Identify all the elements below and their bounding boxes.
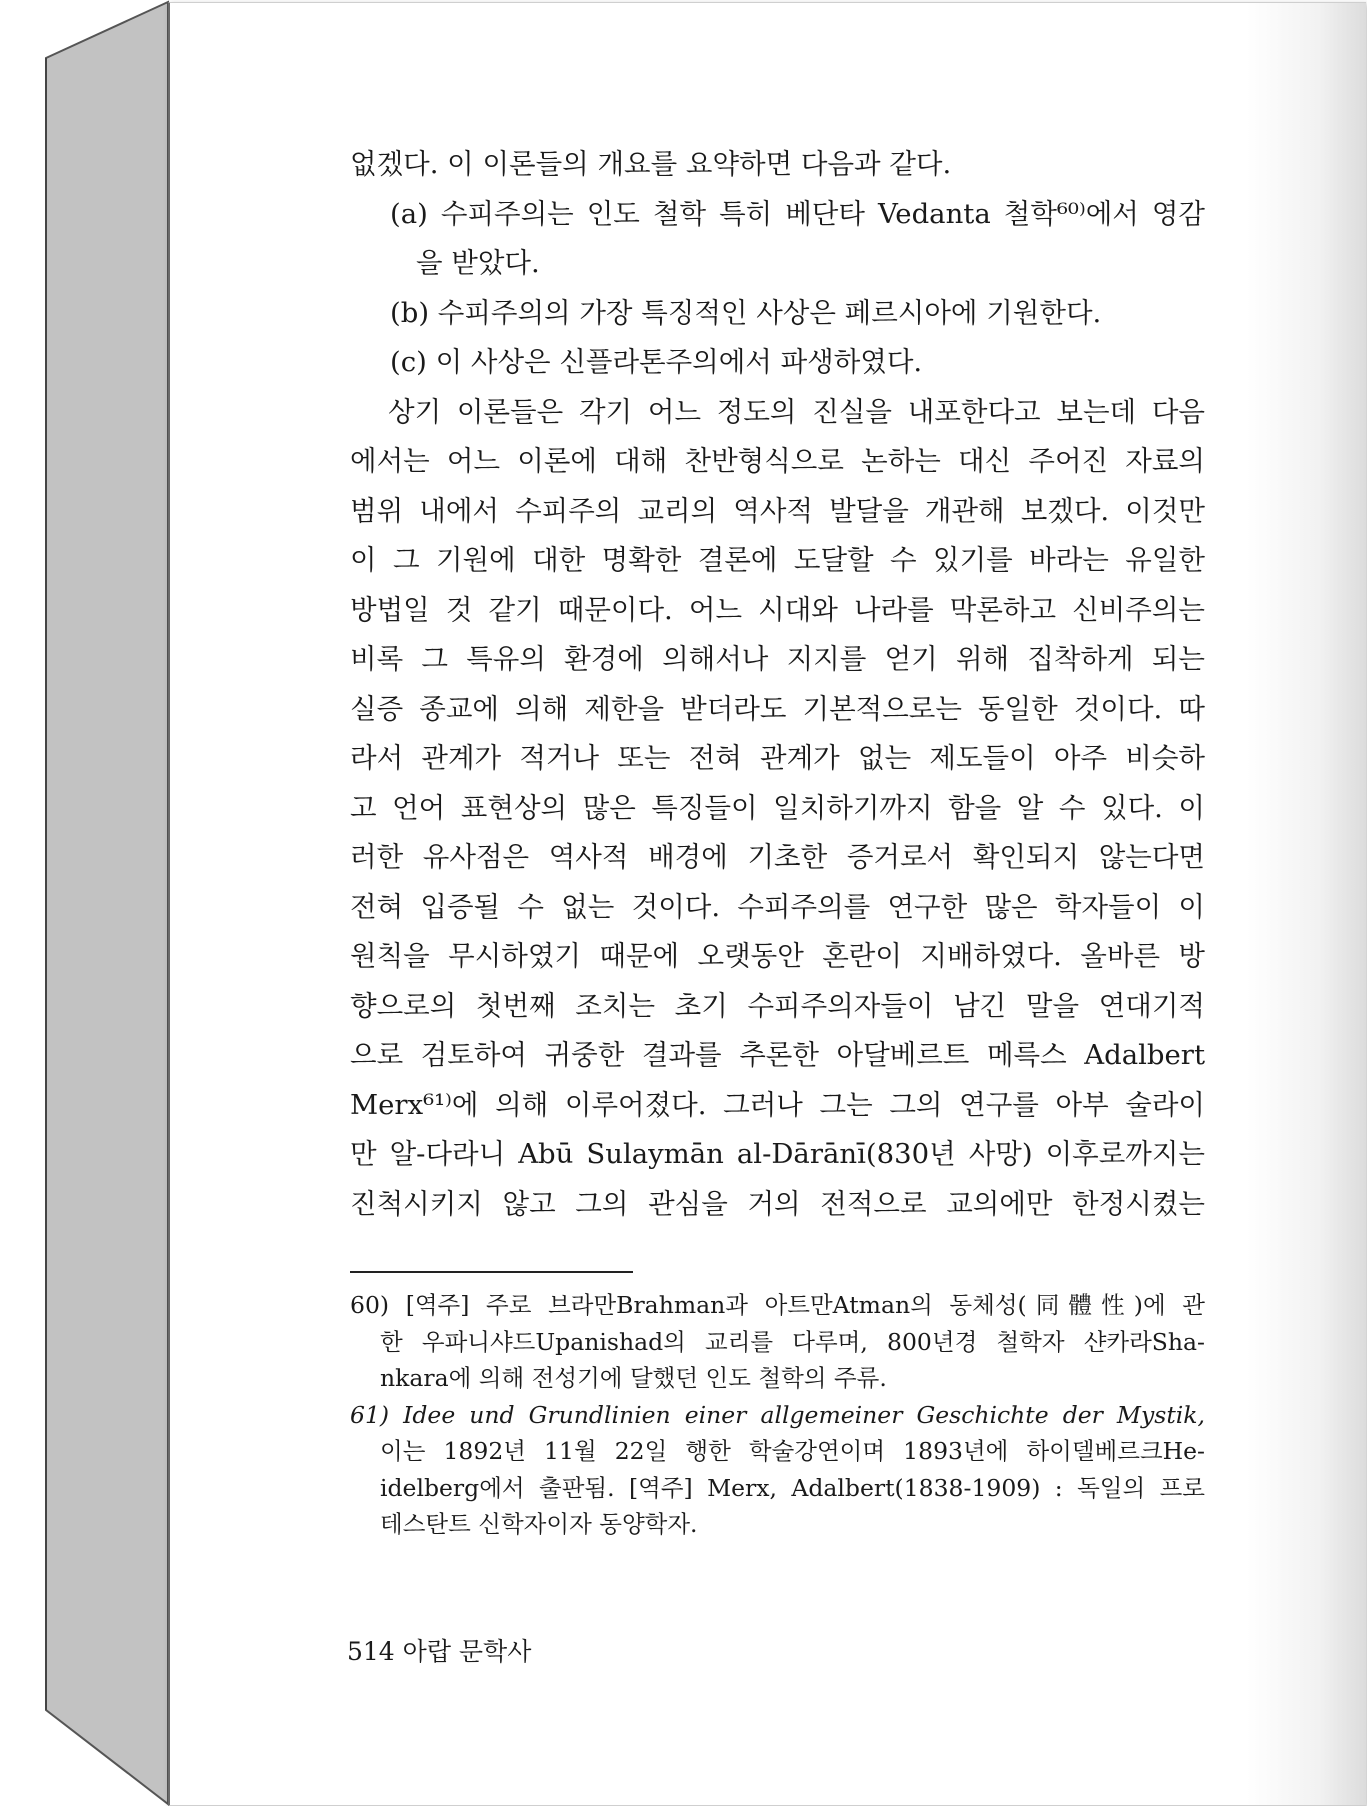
footnote-divider xyxy=(350,1271,633,1273)
list-item-a-continuation: 을 받았다. xyxy=(416,247,540,279)
body-line: 원칙을 무시하였기 때문에 오랫동안 혼란이 지배하였다. 올바른 방 xyxy=(350,940,1205,972)
body-line: 향으로의 첫번째 조치는 초기 수피주의자들이 남긴 말을 연대기적 xyxy=(350,989,1205,1022)
footnote-61-line: 이는 1892년 11월 22일 행한 학술강연이며 1893년에 하이델베르크He- xyxy=(380,1437,1205,1465)
body-line: 전혀 입증될 수 없는 것이다. 수피주의를 연구한 많은 학자들이 이 xyxy=(350,890,1205,923)
footnote-60-line: 한 우파니샤드Upanishad의 교리를 다루며, 800년경 철학자 샨카라Sha- xyxy=(380,1327,1205,1356)
paragraph-start: 상기 이론들은 각기 어느 정도의 진실을 내포한다고 보는데 다음 xyxy=(388,395,1205,428)
body-line: 러한 유사점은 역사적 배경에 기초한 증거로서 확인되지 않는다면 xyxy=(350,841,1205,873)
body-line: 실증 종교에 의해 제한을 받더라도 기본적으로는 동일한 것이다. 따 xyxy=(350,692,1205,725)
body-line: 진척시키지 않고 그의 관심을 거의 전적으로 교의에만 한정시켰는 xyxy=(350,1187,1205,1220)
page-number-folio: 514 아랍 문학사 xyxy=(347,1637,532,1666)
body-line: 범위 내에서 수피주의 교리의 역사적 발달을 개관해 보겠다. 이것만 xyxy=(350,494,1205,527)
body-line: 라서 관계가 적거나 또는 전혀 관계가 없는 제도들이 아주 비슷하 xyxy=(350,742,1205,774)
body-line: 없겠다. 이 이론들의 개요를 요약하면 다음과 같다. xyxy=(350,148,952,180)
body-line: 만 알-다라니 Abū Sulaymān al-Dārānī(830년 사망) 이후로까지는 xyxy=(350,1138,1205,1170)
footnote-60: 60) [역주] 주로 브라만Brahman과 아트만Atman의 동체성(同體性)에 관 xyxy=(350,1291,1205,1319)
body-line: 이 그 기원에 대한 명확한 결론에 도달할 수 있기를 바라는 유일한 xyxy=(350,544,1205,576)
body-line: 고 언어 표현상의 많은 특징들이 일치하기까지 함을 알 수 있다. 이 xyxy=(350,791,1205,824)
page-body xyxy=(350,140,1205,1543)
footnote-61: 61) Idee und Grundlinien einer allgemeiner Geschichte der Mystik, xyxy=(350,1400,1205,1429)
footnote-61-line: 테스탄트 신학자이자 동양학자. xyxy=(380,1510,698,1538)
footnote-61-line: idelberg에서 출판됨. [역주] Merx, Adalbert(1838-1909) : 독일의 프로 xyxy=(380,1473,1205,1502)
body-line: 으로 검토하여 귀중한 결과를 추론한 아달베르트 메륵스 Adalbert xyxy=(350,1039,1205,1071)
list-item-b: (b) 수피주의의 가장 특징적인 사상은 페르시아에 기원한다. xyxy=(390,296,1102,329)
body-line: 에서는 어느 이론에 대해 찬반형식으로 논하는 대신 주어진 자료의 xyxy=(350,445,1205,477)
footnote-60-line: nkara에 의해 전성기에 달했던 인도 철학의 주류. xyxy=(380,1364,887,1392)
list-item-a: (a) 수피주의는 인도 철학 특히 베단타 Vedanta 철학⁶⁰⁾에서 영감 xyxy=(390,197,1205,230)
list-item-c: (c) 이 사상은 신플라톤주의에서 파생하였다. xyxy=(390,346,923,378)
body-line: 방법일 것 같기 때문이다. 어느 시대와 나라를 막론하고 신비주의는 xyxy=(350,593,1205,626)
body-line: Merx⁶¹⁾에 의해 이루어졌다. 그러나 그는 그의 연구를 아부 술라이 xyxy=(350,1088,1205,1121)
body-line: 비록 그 특유의 환경에 의해서나 지지를 얻기 위해 집착하게 되는 xyxy=(350,643,1205,675)
